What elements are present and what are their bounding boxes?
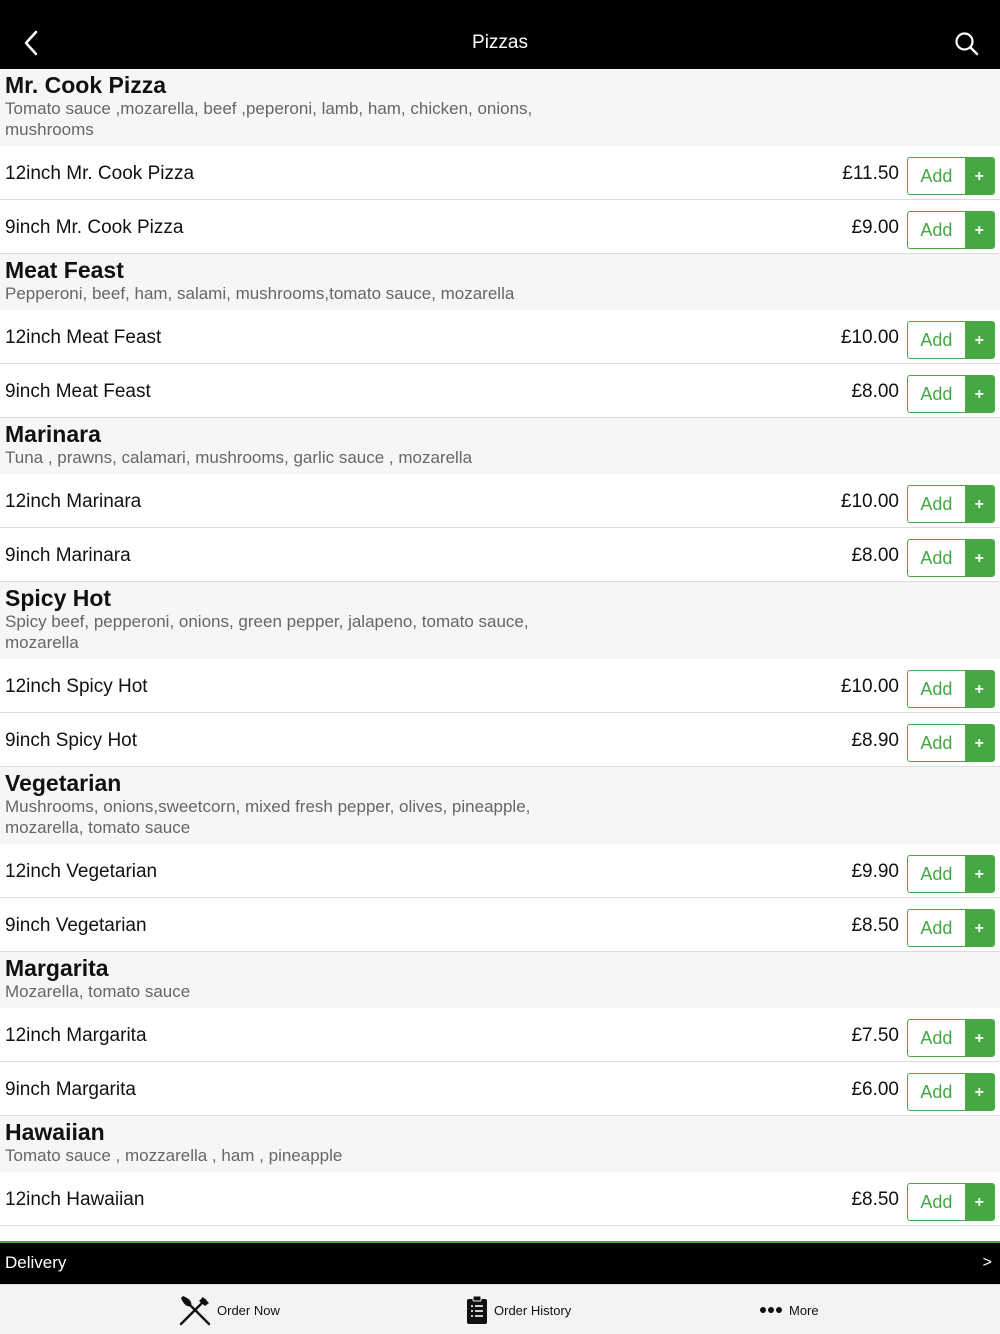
plus-icon: + <box>965 322 994 358</box>
item-price: £7.50 <box>851 1025 899 1046</box>
tab-label: Order History <box>494 1302 572 1318</box>
page-title: Pizzas <box>472 32 528 53</box>
menu-item-row <box>0 474 1000 528</box>
item-price: £8.90 <box>851 730 899 751</box>
menu-item-row <box>0 713 1000 767</box>
tab-order-now[interactable] <box>179 1285 280 1334</box>
category-name: Meat Feast <box>5 257 124 283</box>
add-to-order-button[interactable] <box>907 157 995 195</box>
item-price: £8.00 <box>851 381 899 402</box>
category-description: Spicy beef, pepperoni, onions, green pepper, jalapeno, tomato sauce, mozarella <box>5 612 529 652</box>
plus-icon: + <box>965 725 994 761</box>
item-name: 12inch Meat Feast <box>5 327 162 348</box>
menu-item-row <box>0 310 1000 364</box>
item-price: £8.50 <box>851 915 899 936</box>
menu-item-row <box>0 898 1000 952</box>
item-name: 12inch Spicy Hot <box>5 676 148 697</box>
add-to-order-button[interactable] <box>907 211 995 249</box>
item-name: 12inch Hawaiian <box>5 1189 145 1210</box>
add-label: Add <box>920 733 953 753</box>
category-description: Tomato sauce , mozzarella , ham , pineapple <box>5 1146 343 1165</box>
menu-item-row <box>0 1062 1000 1116</box>
item-name: 9inch Vegetarian <box>5 915 147 936</box>
item-price: £10.00 <box>840 676 899 697</box>
item-price: £6.00 <box>851 1079 899 1100</box>
navigation-bar <box>0 0 1000 69</box>
category-name: Margarita <box>5 955 109 981</box>
plus-icon: + <box>965 910 994 946</box>
add-label: Add <box>920 679 953 699</box>
add-label: Add <box>920 220 953 240</box>
add-to-order-button[interactable] <box>907 321 995 359</box>
menu-item-row <box>0 1008 1000 1062</box>
item-price: £11.50 <box>842 163 899 184</box>
add-to-order-button[interactable] <box>907 909 995 947</box>
menu-item-row <box>0 1172 1000 1226</box>
item-price: £8.50 <box>851 1189 899 1210</box>
menu-item-row <box>0 146 1000 200</box>
search-icon <box>954 31 980 57</box>
item-name: 9inch Margarita <box>5 1079 136 1100</box>
chevron-left-icon <box>20 27 44 59</box>
category-name: Mr. Cook Pizza <box>5 72 167 98</box>
plus-icon: + <box>965 1020 994 1056</box>
add-to-order-button[interactable] <box>907 724 995 762</box>
menu-item-row <box>0 364 1000 418</box>
item-name: 9inch Marinara <box>5 545 131 566</box>
category-name: Spicy Hot <box>5 585 112 611</box>
delivery-label: Delivery <box>5 1253 67 1272</box>
add-to-order-button[interactable] <box>907 1019 995 1057</box>
add-label: Add <box>920 1192 953 1212</box>
item-name: 12inch Marinara <box>5 491 142 512</box>
category-description: Tomato sauce ,mozarella, beef ,peperoni, lamb, ham, chicken, onions, mushrooms <box>5 99 533 139</box>
add-label: Add <box>920 864 953 884</box>
category-header <box>0 952 1000 1008</box>
tab-label: Order Now <box>217 1302 280 1318</box>
category-name: Marinara <box>5 421 101 447</box>
plus-icon: + <box>965 1074 994 1110</box>
category-header <box>0 767 1000 844</box>
back-button[interactable] <box>20 27 44 59</box>
add-label: Add <box>920 548 953 568</box>
add-label: Add <box>920 330 953 350</box>
category-header <box>0 1116 1000 1172</box>
add-label: Add <box>920 494 953 514</box>
plus-icon: + <box>965 376 994 412</box>
search-button[interactable] <box>954 31 980 57</box>
delivery-bar[interactable] <box>0 1241 1000 1284</box>
add-label: Add <box>920 918 953 938</box>
item-name: 9inch Meat Feast <box>5 381 151 402</box>
menu-item-row <box>0 844 1000 898</box>
tab-more[interactable] <box>759 1285 819 1334</box>
category-name: Vegetarian <box>5 770 122 796</box>
plus-icon: + <box>965 671 994 707</box>
plus-icon: + <box>965 158 994 194</box>
item-name: 9inch Spicy Hot <box>5 730 138 751</box>
add-to-order-button[interactable] <box>907 670 995 708</box>
plus-icon: + <box>965 856 994 892</box>
category-name: Hawaiian <box>5 1119 105 1145</box>
plus-icon: + <box>965 486 994 522</box>
add-to-order-button[interactable] <box>907 539 995 577</box>
more-dots-icon <box>759 1306 783 1314</box>
plus-icon: + <box>965 540 994 576</box>
fork-knife-icon <box>179 1294 211 1326</box>
add-label: Add <box>920 1082 953 1102</box>
add-to-order-button[interactable] <box>907 855 995 893</box>
add-to-order-button[interactable] <box>907 485 995 523</box>
item-price: £8.00 <box>851 545 899 566</box>
chevron-right-icon: > <box>982 1254 992 1271</box>
item-name: 12inch Mr. Cook Pizza <box>5 163 195 184</box>
category-description: Pepperoni, beef, ham, salami, mushrooms,tomato sauce, mozarella <box>5 284 515 303</box>
tab-label: More <box>789 1302 819 1318</box>
category-description: Tuna , prawns, calamari, mushrooms, garlic sauce , mozarella <box>5 448 473 467</box>
plus-icon: + <box>965 1184 994 1220</box>
add-label: Add <box>920 384 953 404</box>
category-header <box>0 69 1000 146</box>
clipboard-icon <box>466 1295 488 1325</box>
category-description: Mozarella, tomato sauce <box>5 982 191 1001</box>
menu-list[interactable] <box>0 69 1000 1241</box>
item-name: 12inch Margarita <box>5 1025 147 1046</box>
category-header <box>0 418 1000 474</box>
category-header <box>0 254 1000 310</box>
add-to-order-button[interactable] <box>907 1073 995 1111</box>
menu-item-row <box>0 528 1000 582</box>
item-price: £9.00 <box>851 217 899 238</box>
plus-icon: + <box>965 212 994 248</box>
tab-bar <box>0 1284 1000 1334</box>
menu-item-row <box>0 659 1000 713</box>
item-name: 9inch Mr. Cook Pizza <box>5 217 184 238</box>
menu-item-row <box>0 200 1000 254</box>
tab-order-history[interactable] <box>466 1285 571 1334</box>
add-to-order-button[interactable] <box>907 1183 995 1221</box>
item-price: £10.00 <box>840 327 899 348</box>
add-label: Add <box>920 1028 953 1048</box>
item-price: £10.00 <box>840 491 899 512</box>
item-price: £9.90 <box>851 861 899 882</box>
category-description: Mushrooms, onions,sweetcorn, mixed fresh pepper, olives, pineapple, mozarella, tomato sauce <box>5 797 531 837</box>
add-label: Add <box>920 166 953 186</box>
add-to-order-button[interactable] <box>907 375 995 413</box>
item-name: 12inch Vegetarian <box>5 861 158 882</box>
category-header <box>0 582 1000 659</box>
